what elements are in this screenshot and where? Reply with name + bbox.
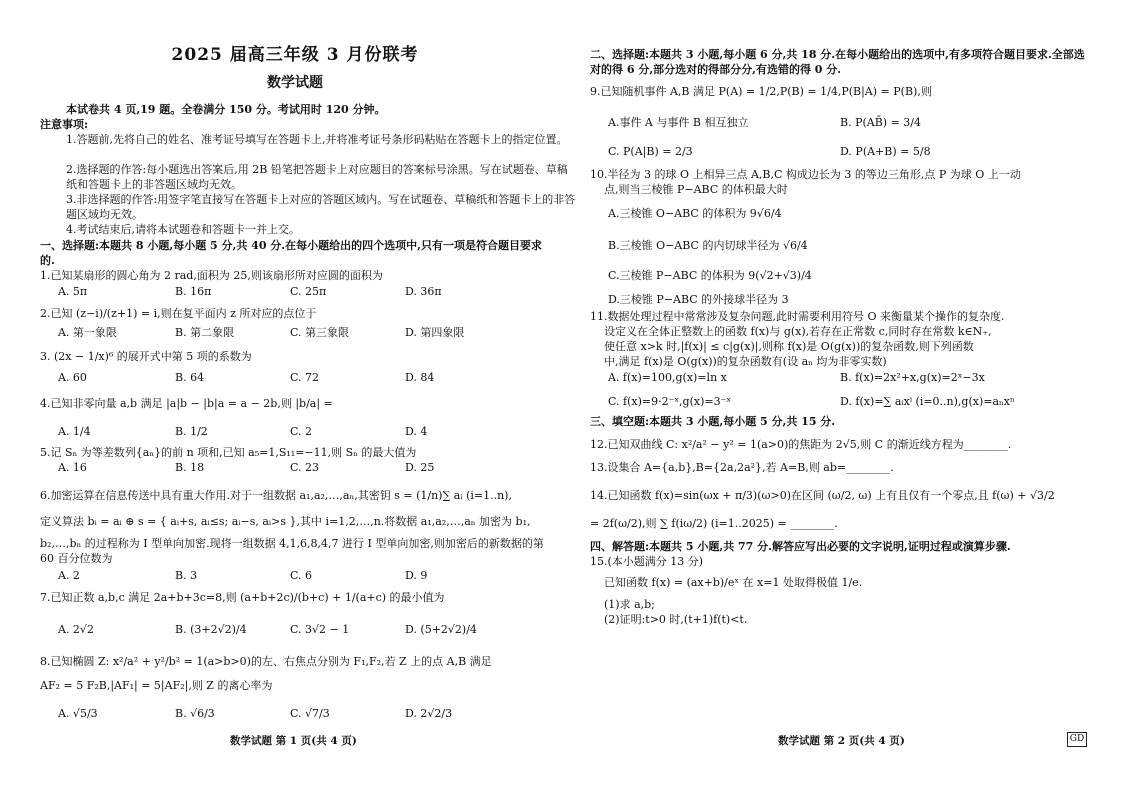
option-row [40,568,550,583]
option: B. 64 [175,371,205,384]
option: A. √5/3 [58,707,98,720]
notice-item: 3.非选择题的作答:用签字笔直接写在答题卡上对应的答题区域内。写在试题卷、草稿纸和答题卡上的非答题区域均无效。 [66,193,576,221]
option-row [40,370,550,385]
option-row [590,144,1095,159]
question-stem: 4.已知非零向量 a,b 满足 |a|b − |b|a = a − 2b,则 |b/a| = [40,397,333,410]
option: A. 16 [58,461,87,474]
question-stem: 使任意 x>k 时,|f(x)| ≤ c|g(x)|,则称 f(x)是 O(g(x))的复杂函数,则下列函数 [604,340,974,353]
option: B. f(x)=2x²+x,g(x)=2ˣ−3x [840,371,985,384]
notice-heading: 注意事项: [40,118,89,131]
option-row [40,706,550,721]
option: B. (3+2√2)/4 [175,623,247,636]
question-stem: 12.已知双曲线 C: x²/a² − y² = 1(a>0)的焦距为 2√5,则 C 的渐近线方程为________. [590,438,1012,451]
option: C. f(x)=9·2⁻ˣ,g(x)=3⁻ˣ [608,395,732,408]
option: D. (5+2√2)/4 [405,623,477,636]
question-stem: 3. (2x − 1/x)⁶ 的展开式中第 5 项的系数为 [40,350,252,363]
option: A.三棱锥 O−ABC 的体积为 9√6/4 [608,207,782,220]
option: C. √7/3 [290,707,330,720]
question-stem: AF₂ = 5 F₂B,|AF₁| = 5|AF₂|,则 Z 的离心率为 [40,679,273,692]
question-stem: = 2f(ω/2),则 ∑ f(iω/2) (i=1..2025) = ________. [590,517,838,530]
option: B. 1/2 [175,425,208,438]
corner-badge: GD [1067,732,1087,747]
option: B.三棱锥 O−ABC 的内切球半径为 √6/4 [608,239,808,252]
option: B. 18 [175,461,205,474]
option-row [590,115,1095,130]
question-heading: 15.(本小题满分 13 分) [590,555,704,568]
question-stem: 13.设集合 A={a,b},B={2a,2a²},若 A=B,则 ab=________. [590,461,894,474]
option: C. 3√2 − 1 [290,623,350,636]
question-stem: 6.加密运算在信息传送中具有重大作用.对于一组数据 a₁,a₂,…,aₙ,其密钥 s = (1/n)∑ aᵢ (i=1..n), [40,489,512,502]
question-stem: 2.已知 (z−i)/(z+1) = i,则在复平面内 z 所对应的点位于 [40,307,317,320]
exam-title: 2025 届高三年级 3 月份联考 [171,45,419,65]
option: D. 4 [405,425,428,438]
option: D. 第四象限 [405,326,465,339]
option: A. 2√2 [58,623,94,636]
option: D. 36π [405,285,442,298]
option-row [590,370,1095,385]
option: A. 第一象限 [58,326,117,339]
option: A. f(x)=100,g(x)=ln x [608,371,727,384]
option: B. P(AB̄) = 3/4 [840,116,922,129]
option: B. √6/3 [175,707,215,720]
question-stem: 已知函数 f(x) = (ax+b)/eˣ 在 x=1 处取得极值 1/e. [604,576,863,589]
option: D. P(A+B) = 5/8 [840,145,931,158]
option: C.三棱锥 P−ABC 的体积为 9(√2+√3)/4 [608,269,812,282]
option: D. 25 [405,461,435,474]
section-heading: 一、选择题:本题共 8 小题,每小题 5 分,共 40 分.在每小题给出的四个选项中,只有一项是符合题目要求的. [40,239,542,267]
notice-item: 4.考试结束后,请将本试题卷和答题卡一并上交。 [66,223,300,236]
option: C. 25π [290,285,327,298]
option-row [40,284,550,299]
option: A. 5π [58,285,88,298]
intro-line: 本试卷共 4 页,19 题。全卷满分 150 分。考试用时 120 分钟。 [66,103,386,116]
option: A. 2 [58,569,80,582]
question-stem: 11.数据处理过程中常常涉及复杂问题,此时需要利用符号 O 来衡量某个操作的复杂度. [590,310,1005,323]
question-stem: 1.已知某扇形的圆心角为 2 rad,面积为 25,则该扇形所对应圆的面积为 [40,269,383,282]
option: A. 1/4 [58,425,91,438]
section-heading: 二、选择题:本题共 3 小题,每小题 6 分,共 18 分.在每小题给出的选项中,有多项符合题目要求.全部选对的得 6 分,部分选对的得部分分,有选错的得 0 分. [590,48,1085,76]
question-part: (2)证明:t>0 时,(t+1)f(t)<t. [604,613,748,626]
subject-title: 数学试题 [267,75,323,91]
option: A.事件 A 与事件 B 相互独立 [608,116,749,129]
question-stem: 8.已知椭圆 Z: x²/a² + y²/b² = 1(a>b>0)的左、右焦点分别为 F₁,F₂,若 Z 上的点 A,B 满足 [40,655,492,668]
page-footer-right: 数学试题 第 2 页(共 4 页) [778,735,905,747]
section-heading: 四、解答题:本题共 5 小题,共 77 分.解答应写出必要的文字说明,证明过程或演算步骤. [590,540,1011,553]
question-stem: 中,满足 f(x)是 O(g(x))的复杂函数有(设 aₙ 均为非零实数) [604,355,887,368]
option: C. 6 [290,569,313,582]
option: D. 2√2/3 [405,707,453,720]
option: B. 16π [175,285,212,298]
question-stem: 10.半径为 3 的球 O 上相异三点 A,B,C 构成边长为 3 的等边三角形,点 P 为球 O 上一动 [590,168,1021,181]
question-stem: 14.已知函数 f(x)=sin(ωx + π/3)(ω>0)在区间 (ω/2, ω) 上有且仅有一个零点,且 f(ω) + √3/2 [590,489,1055,502]
option: D.三棱锥 P−ABC 的外接球半径为 3 [608,293,789,306]
option: B. 第二象限 [175,326,235,339]
question-stem: 9.已知随机事件 A,B 满足 P(A) = 1/2,P(B) = 1/4,P(B|A) = P(B),则 [590,85,932,98]
question-stem: 设定义在全体正整数上的函数 f(x)与 g(x),若存在正常数 c,同时存在常数 k∈N₊, [604,325,992,338]
option-row [40,424,550,439]
option: D. 84 [405,371,435,384]
option: D. f(x)=∑ aᵢxⁱ (i=0..n),g(x)=aₙxⁿ [840,395,1015,408]
question-stem: 点,则当三棱锥 P−ABC 的体积最大时 [604,183,788,196]
option: A. 60 [58,371,87,384]
question-stem: 7.已知正数 a,b,c 满足 2a+b+3c=8,则 (a+b+2c)/(b+c) + 1/(a+c) 的最小值为 [40,591,445,604]
option: C. P(A|B) = 2/3 [608,145,693,158]
option: D. 9 [405,569,428,582]
option: B. 3 [175,569,198,582]
option-row [40,622,550,637]
option: C. 72 [290,371,320,384]
option-row [40,460,550,475]
option: C. 第三象限 [290,326,350,339]
page-footer-left: 数学试题 第 1 页(共 4 页) [230,735,357,747]
notice-item: 2.选择题的作答:每小题选出答案后,用 2B 铅笔把答题卡上对应题目的答案标号涂黑。写在试题卷、草稿纸和答题卡上的非答题区域均无效。 [66,163,568,191]
option-row [590,394,1095,409]
option: C. 2 [290,425,313,438]
option-row [40,325,550,340]
question-stem: b₂,…,bₙ 的过程称为 I 型单向加密.现将一组数据 4,1,6,8,4,7 进行 I 型单向加密,则加密后的新数据的第 60 百分位数为 [40,537,544,565]
section-heading: 三、填空题:本题共 3 小题,每小题 5 分,共 15 分. [590,415,836,428]
question-stem: 定义算法 bᵢ = aᵢ ⊕ s = { aᵢ+s, aᵢ≤s; aᵢ−s, aᵢ>s },其中 i=1,2,…,n.将数据 a₁,a₂,…,aₙ 加密为 b₁, [40,515,531,528]
option: C. 23 [290,461,320,474]
notice-item: 1.答题前,先将自己的姓名、准考证号填写在答题卡上,并将准考证号条形码粘贴在答题卡上的指定位置。 [66,133,568,146]
question-stem: 5.记 Sₙ 为等差数列{aₙ}的前 n 项和,已知 a₅=1,S₁₁=−11,则 Sₙ 的最大值为 [40,446,417,459]
question-part: (1)求 a,b; [604,598,655,611]
